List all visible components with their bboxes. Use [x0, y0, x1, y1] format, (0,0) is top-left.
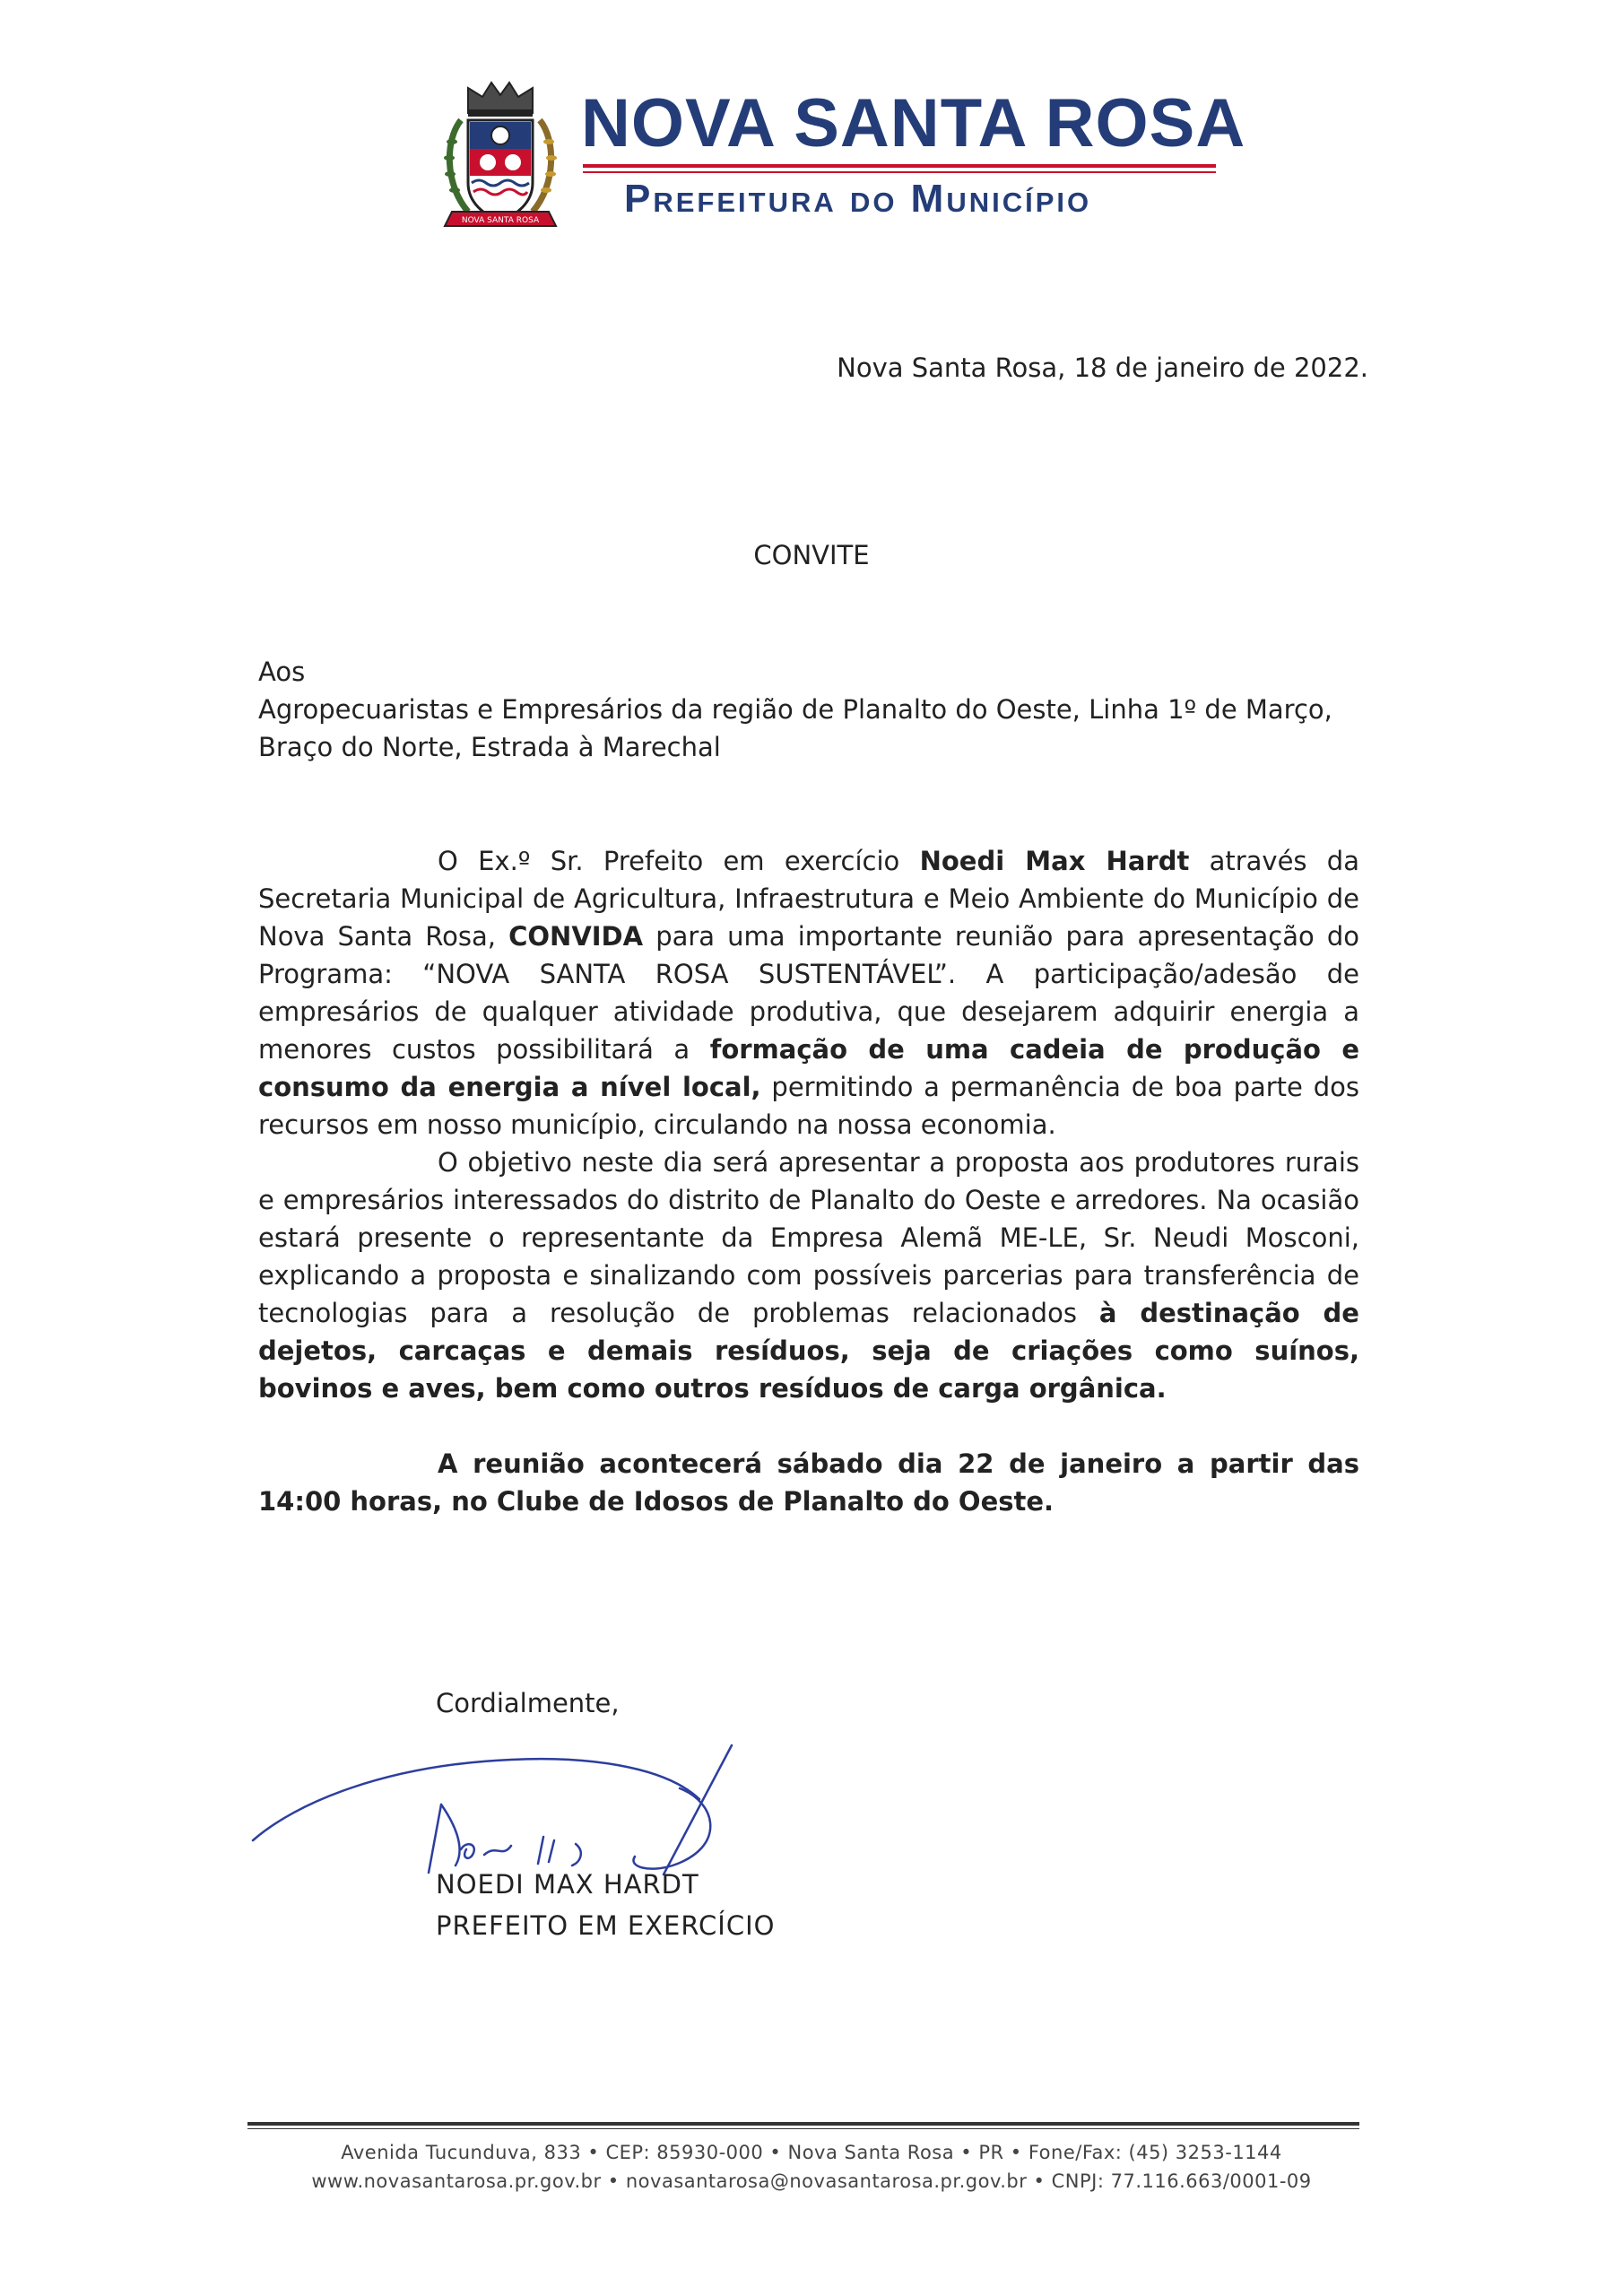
letterhead-title: NOVA SANTA ROSA — [581, 85, 1246, 161]
text-span: O Ex.º Sr. Prefeito em exercício — [438, 846, 920, 876]
paragraph-objective — [258, 1144, 1359, 1407]
footer-rule — [247, 2122, 1359, 2126]
text-span: para uma importante reunião para apresentação do Programa: “NOVA SANTA ROSA SUSTENTÁVEL”. A participação/adesão de empresários de qualquer atividade produtiva, que desejarem adquirir energia a menores custos possibilitará a — [258, 921, 1359, 1065]
crest-ribbon-text: NOVA SANTA ROSA — [461, 216, 540, 225]
text-span: através da Secretaria Municipal de Agricultura, Infraestrutura e Meio Ambiente do Município de Nova Santa Rosa, — [258, 846, 1359, 952]
document-heading: CONVITE — [753, 540, 870, 570]
addressee-recipients: Agropecuaristas e Empresários da região de Planalto do Oeste, Linha 1º de Março, Braço do Norte, Estrada à Marechal — [258, 694, 1332, 762]
emphasis-text: à destinação de dejetos, carcaças e demais resíduos, seja de criações como suínos, bovinos e aves, bem como outros resíduos de carga orgânica. — [258, 1298, 1359, 1404]
letter-body — [258, 842, 1359, 1520]
addressee-block — [258, 653, 1361, 766]
emphasis-text: formação de uma cadeia de produção e consumo da energia a nível local, — [258, 1034, 1359, 1102]
footer-rule-thin — [247, 2128, 1359, 2129]
signer-role: PREFEITO EM EXERCÍCIO — [436, 1910, 776, 1941]
letterhead-rule-thin — [583, 171, 1216, 173]
signer-block — [436, 1864, 776, 1946]
invites-keyword: CONVIDA — [508, 921, 644, 952]
addressee-salutation: Aos — [258, 657, 306, 687]
date-line: Nova Santa Rosa, 18 de janeiro de 2022. — [837, 352, 1368, 383]
signer-name: NOEDI MAX HARDT — [436, 1869, 699, 1900]
municipal-crest-icon — [436, 77, 565, 243]
text-span: O objetivo neste dia será apresentar a proposta aos produtores rurais e empresários interessados do distrito de Planalto do Oeste e arredores. Na ocasião estará presente o representante da Empresa Alemã ME-LE, Sr. Neudi Mosconi, explicando a proposta e sinalizando com possíveis parcerias para transferência de tecnologias para a resolução de problemas relacionados — [258, 1147, 1359, 1328]
footer-address: Avenida Tucunduva, 833 • CEP: 85930-000 • Nova Santa Rosa • PR • Fone/Fax: (45) 3253-1144 — [341, 2142, 1282, 2163]
footer-web-email: www.novasantarosa.pr.gov.br • novasantarosa@novasantarosa.pr.gov.br • CNPJ: 77.116.663/0001-09 — [311, 2170, 1312, 2192]
paragraph-meeting-details: A reunião acontecerá sábado dia 22 de janeiro a partir das 14:00 horas, no Clube de Idosos de Planalto do Oeste. — [258, 1448, 1359, 1517]
footer-contact — [0, 2138, 1623, 2196]
mayor-name: Noedi Max Hardt — [919, 846, 1190, 876]
paragraph-invitation — [258, 842, 1359, 1144]
closing-greeting: Cordialmente, — [436, 1688, 620, 1718]
handwritten-signature — [242, 1740, 780, 1883]
letterhead-subtitle: Prefeitura do Município — [624, 177, 1092, 221]
text-span: permitindo a permanência de boa parte dos recursos em nosso município, circulando na nossa economia. — [258, 1072, 1359, 1140]
letterhead-rule — [583, 164, 1216, 168]
